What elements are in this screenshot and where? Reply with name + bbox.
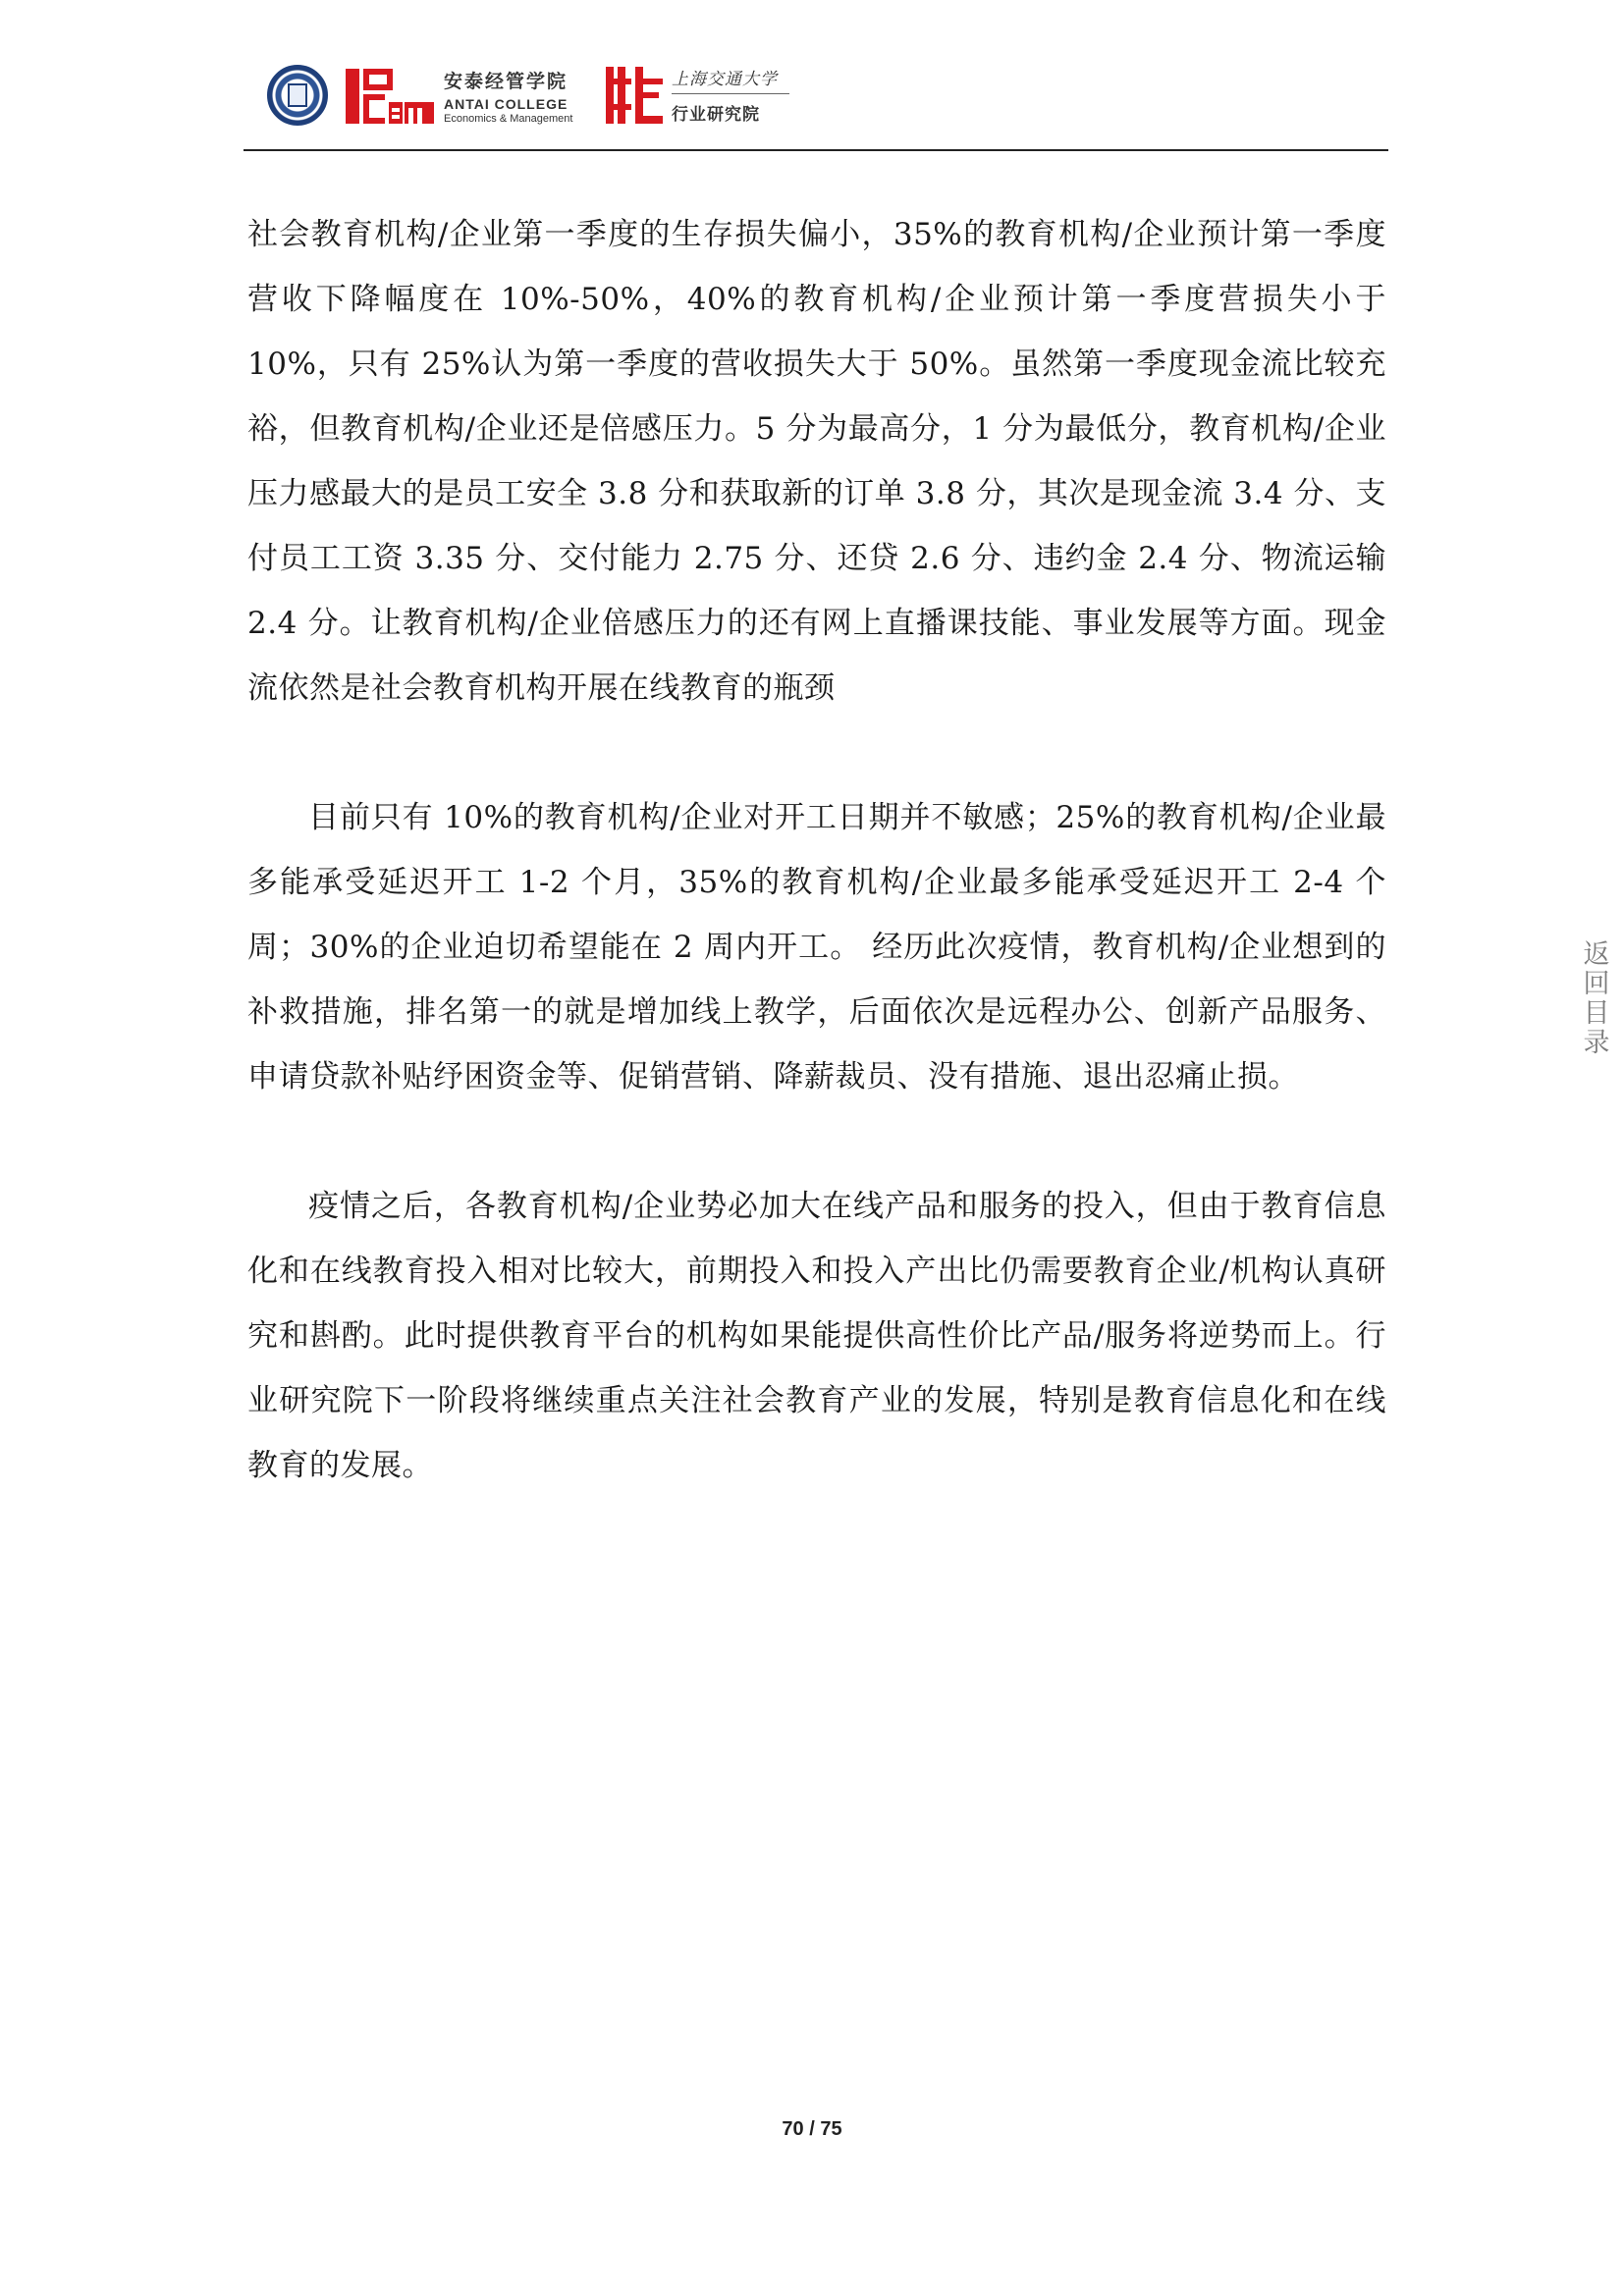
- body-paragraph: 疫情之后，各教育机构/企业势必加大在线产品和服务的投入，但由于教育信息化和在线教育投入相对比较大，前期投入和投入产出比仍需要教育企业/机构认真研究和斟酌。此时提供教育平台的机构如果能提供高性价比产品/服务将逆势而上。行业研究院下一阶段将继续重点关注社会教育产业的发展，特别是教育信息化和在线教育的发展。: [247, 1189, 1386, 1483]
- return-to-toc-link[interactable]: 返回目录: [1583, 939, 1610, 1058]
- seal-emblem-icon: [288, 83, 307, 107]
- antai-college-wordmark: [444, 67, 601, 125]
- body-paragraph: 社会教育机构/企业第一季度的生存损失偏小，35%的教育机构/企业预计第一季度营收下降幅度在 10%-50%，40%的教育机构/企业预计第一季度营损失小于 10%，只有 25%认为第一季度的营收损失大于 50%。虽然第一季度现金流比较充裕，但教育机构/企业还是倍感压力。5 分为最高分，1 分为最低分，教育机构/企业压力感最大的是员工安全 3.8 分和获取新的订单 3.8 分，其次是现金流 3.4 分、支付员工工资 3.35 分、交付能力 2.75 分、还贷 2.6 分、违约金 2.4 分、物流运输 2.4 分。让教育机构/企业倍感压力的还有网上直播课技能、事业发展等方面。现金流依然是社会教育机构开展在线教育的瓶颈: [247, 217, 1386, 706]
- antai-name-en: ANTAI COLLEGE: [444, 96, 568, 112]
- antai-subtitle-en: Economics & Management: [444, 113, 573, 125]
- body-paragraph: 目前只有 10%的教育机构/企业对开工日期并不敏感；25%的教育机构/企业最多能承受延迟开工 1-2 个月，35%的教育机构/企业最多能承受延迟开工 2-4 个周；30%的企业迫切希望能在 2 周内开工。 经历此次疫情，教育机构/企业想到的补救措施，排名第一的就是增加线上教学，后面依次是远程办公、创新产品服务、申请贷款补贴纾困资金等、促销营销、降薪裁员、没有措施、退出忍痛止损。: [247, 800, 1386, 1095]
- industry-institute-mark-icon: [606, 65, 663, 126]
- sjtu-institute-wordmark: [672, 65, 789, 125]
- page-header: [267, 57, 1386, 147]
- institute-name: 行业研究院: [672, 105, 760, 124]
- page-number: 70 / 75: [782, 2118, 842, 2140]
- header-divider: [244, 149, 1388, 151]
- acem-logo: [346, 65, 436, 126]
- university-seal-logo: [267, 65, 328, 126]
- paragraph-spacer: [247, 721, 1386, 785]
- paragraph-spacer: [247, 1109, 1386, 1174]
- antai-name-cn: 安泰经管学院: [444, 72, 568, 92]
- document-body: [247, 202, 1386, 1498]
- sjtu-name: 上海交通大学: [672, 65, 789, 94]
